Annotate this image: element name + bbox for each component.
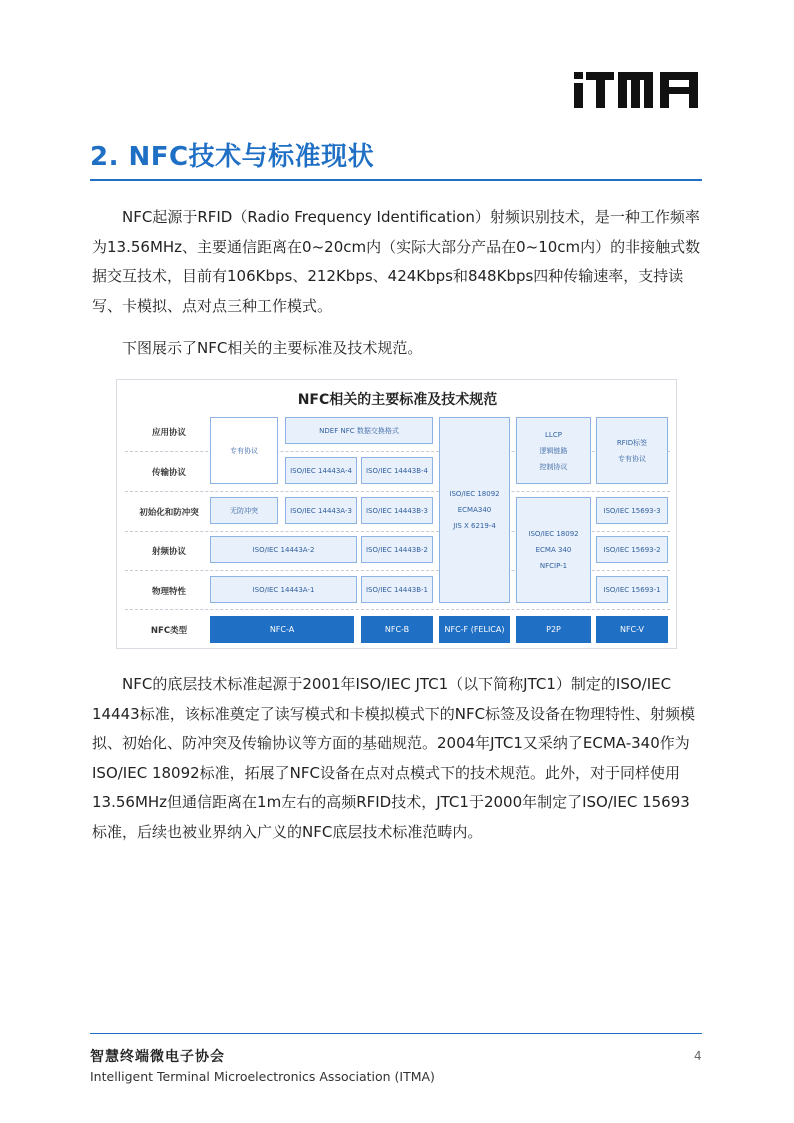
cell-rfid-tag-proprietary: RFID标签 专有协议 xyxy=(596,417,668,484)
cell-ndef: NDEF NFC 数据交换格式 xyxy=(285,417,433,444)
cell-14443b-2: ISO/IEC 14443B-2 xyxy=(361,536,433,563)
nfc-standards-figure xyxy=(116,379,677,649)
type-p2p: P2P xyxy=(516,616,591,643)
paragraph-intro: NFC起源于RFID（Radio Frequency Identification）射频识别技术，是一种工作频率为13.56MHz、主要通信距离在0~20cm内（实际大部分产品在0~10cm内）的非接触式数据交互技术，目前有106Kbps、212Kbps、424Kbps和848Kbps四种传输速率，支持读写、卡模拟、点对点三种工作模式。 xyxy=(92,208,701,315)
cell-14443a-1: ISO/IEC 14443A-1 xyxy=(210,576,357,603)
itma-logo xyxy=(572,70,700,110)
cell-14443b-1: ISO/IEC 14443B-1 xyxy=(361,576,433,603)
cell-15693-2: ISO/IEC 15693-2 xyxy=(596,536,668,563)
cell-15693-3: ISO/IEC 15693-3 xyxy=(596,497,668,524)
cell-14443a-3: ISO/IEC 14443A-3 xyxy=(285,497,357,524)
row-label-transport: 传输协议 xyxy=(151,468,186,478)
row-separator xyxy=(125,491,670,492)
row-label-rf: 射频协议 xyxy=(151,547,186,557)
type-nfc-v: NFC-V xyxy=(596,616,668,643)
figure-title: NFC相关的主要标准及技术规范 xyxy=(297,392,498,408)
page-number: 4 xyxy=(694,1049,702,1063)
section-title: 2. NFC技术与标准现状 xyxy=(90,142,375,172)
cell-p2p-standards: ISO/IEC 18092 ECMA 340 NFCIP-1 xyxy=(516,497,591,603)
row-label-init-anticollision: 初始化和防冲突 xyxy=(139,508,199,518)
cell-14443a-2: ISO/IEC 14443A-2 xyxy=(210,536,357,563)
footer-org-name-cn: 智慧终端微电子协会 xyxy=(90,1049,225,1065)
cell-14443b-4: ISO/IEC 14443B-4 xyxy=(361,457,433,484)
title-divider xyxy=(90,179,702,181)
footer-divider xyxy=(90,1033,702,1034)
cell-15693-1: ISO/IEC 15693-1 xyxy=(596,576,668,603)
row-label-nfc-type: NFC类型 xyxy=(150,626,188,636)
row-label-physical: 物理特性 xyxy=(151,587,186,597)
cell-llcp: LLCP 逻辑链路 控制协议 xyxy=(516,417,591,484)
type-nfc-f: NFC-F (FELICA) xyxy=(439,616,510,643)
cell-14443a-4: ISO/IEC 14443A-4 xyxy=(285,457,357,484)
row-label-application: 应用协议 xyxy=(151,428,186,438)
cell-no-anticollision: 无防冲突 xyxy=(210,497,278,524)
paragraph-standards-history: NFC的底层技术标准起源于2001年ISO/IEC JTC1（以下简称JTC1）制定的ISO/IEC 14443标准，该标准奠定了读写模式和卡模拟模式下的NFC标签及设备在物理特性、射频模拟、初始化、防冲突及传输协议等方面的基础规范。2004年JTC1又采纳了ECMA-340作为ISO/IEC 18092标准，拓展了NFC设备在点对点模式下的技术规范。此外，对于同样使用13.56MHz但通信距离在1m左右的高频RFID技术，JTC1于2000年制定了ISO/IEC 15693标准，后续也被业界纳入广义的NFC底层技术标准范畴内。 xyxy=(92,675,696,841)
cell-felica-standards: ISO/IEC 18092 ECMA340 JIS X 6219-4 xyxy=(439,417,510,603)
row-separator xyxy=(125,609,670,610)
type-nfc-a: NFC-A xyxy=(210,616,354,643)
cell-proprietary-protocol: 专有协议 xyxy=(210,417,278,484)
type-nfc-b: NFC-B xyxy=(361,616,433,643)
paragraph-figure-intro: 下图展示了NFC相关的主要标准及技术规范。 xyxy=(122,339,423,357)
cell-14443b-3: ISO/IEC 14443B-3 xyxy=(361,497,433,524)
footer-org-name-en: Intelligent Terminal Microelectronics Association (ITMA) xyxy=(90,1069,435,1084)
